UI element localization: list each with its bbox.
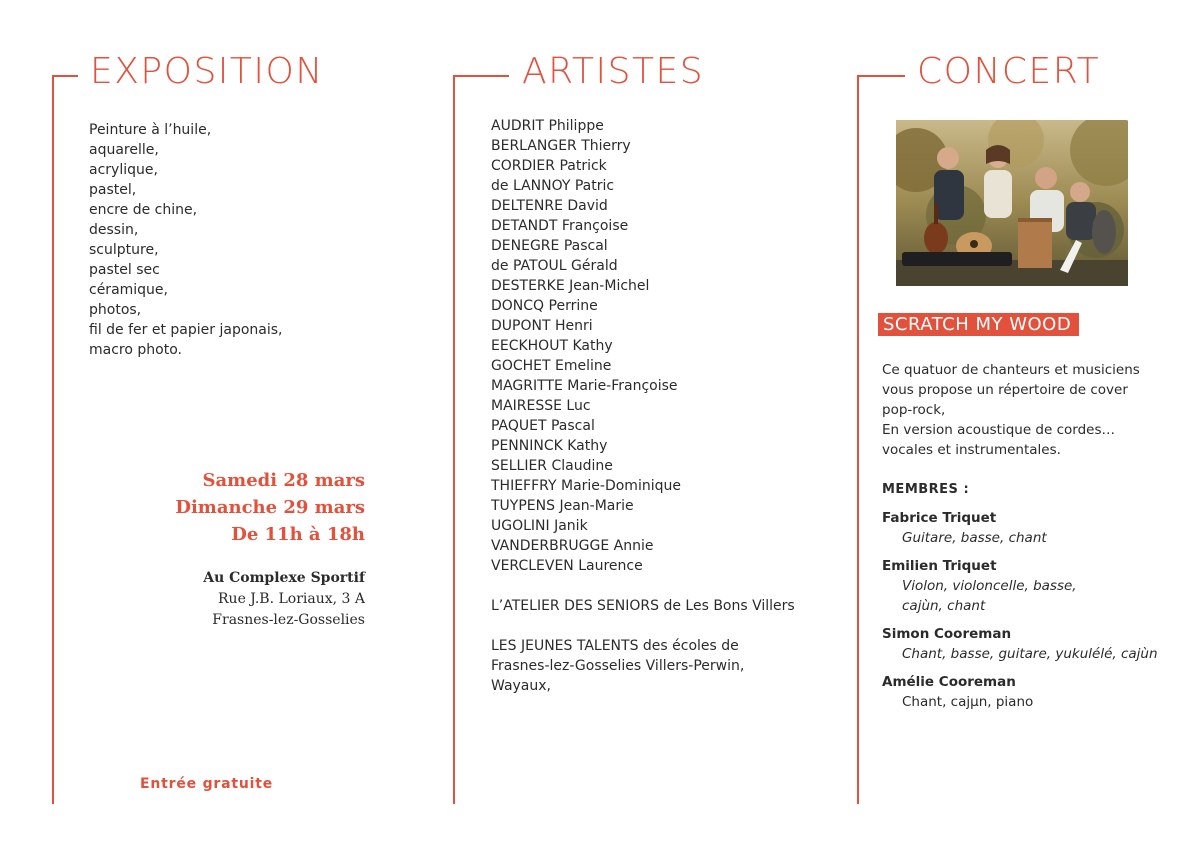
artist-name: de LANNOY Patric <box>491 178 615 194</box>
artist-name: CORDIER Patrick <box>491 158 607 174</box>
description-line: vous propose un répertoire de cover <box>882 382 1128 398</box>
date-saturday: Samedi 28 mars <box>202 470 365 491</box>
technique-item: céramique, <box>89 282 168 298</box>
artist-list <box>491 116 681 576</box>
artist-name: PAQUET Pascal <box>491 418 595 434</box>
artist-name: VANDERBRUGGE Annie <box>491 538 654 554</box>
technique-item: macro photo. <box>89 342 182 358</box>
artist-name: DONCQ Perrine <box>491 298 598 314</box>
atelier-seniors: L’ATELIER DES SENIORS de Les Bons Villers <box>491 598 795 614</box>
technique-item: fil de fer et papier japonais, <box>89 322 283 338</box>
opening-hours: De 11h à 18h <box>231 524 365 545</box>
artist-name: EECKHOUT Kathy <box>491 338 613 354</box>
technique-item: acrylique, <box>89 162 158 178</box>
members-heading: MEMBRES : <box>882 482 970 497</box>
artist-name: UGOLINI Janik <box>491 518 588 534</box>
date-sunday: Dimanche 29 mars <box>175 497 365 518</box>
concert-heading: CONCERT <box>917 51 1101 92</box>
event-dates <box>120 467 365 548</box>
artistes-border <box>453 76 455 804</box>
artist-name: PENNINCK Kathy <box>491 438 608 454</box>
technique-item: photos, <box>89 302 142 318</box>
jeunes-talents-line: Wayaux, <box>491 678 551 694</box>
description-line: En version acoustique de cordes… <box>882 422 1115 438</box>
description-line: vocales et instrumentales. <box>882 442 1061 458</box>
artist-name: VERCLEVEN Laurence <box>491 558 643 574</box>
member-entry <box>882 556 1077 616</box>
artistes-heading-rule <box>453 75 509 77</box>
jeunes-talents-line: Frasnes-lez-Gosselies Villers-Perwin, <box>491 658 745 674</box>
description-line: Ce quatuor de chanteurs et musiciens <box>882 362 1140 378</box>
artist-name: DETANDT Françoise <box>491 218 629 234</box>
band-photo <box>896 120 1128 286</box>
artist-name: DUPONT Henri <box>491 318 593 334</box>
free-entry-label: Entrée gratuite <box>140 776 274 792</box>
band-description <box>882 360 1182 460</box>
technique-item: dessin, <box>89 222 139 238</box>
artist-name: DENEGRE Pascal <box>491 238 608 254</box>
technique-item: Peinture à l’huile, <box>89 122 212 138</box>
member-entry <box>882 508 1047 548</box>
member-role-continued: cajùn, chant <box>902 598 986 614</box>
band-name-badge: SCRATCH MY WOOD <box>878 313 1079 336</box>
member-role: Chant, cajµn, piano <box>902 694 1034 710</box>
techniques-list <box>89 120 282 360</box>
technique-item: pastel, <box>89 182 137 198</box>
venue-title: Au Complexe Sportif <box>203 570 365 586</box>
artist-name: MAGRITTE Marie-Françoise <box>491 378 678 394</box>
description-line: pop-rock, <box>882 402 946 418</box>
member-name: Simon Cooreman <box>882 626 1012 642</box>
technique-item: encre de chine, <box>89 202 198 218</box>
venue-city: Frasnes-lez-Gosselies <box>212 612 365 628</box>
member-name: Amélie Cooreman <box>882 674 1016 690</box>
member-role: Guitare, basse, chant <box>902 530 1047 546</box>
member-role: Chant, basse, guitare, yukulélé, cajùn <box>902 646 1158 662</box>
venue-address <box>140 568 365 631</box>
artist-name: SELLIER Claudine <box>491 458 613 474</box>
artist-name: GOCHET Emeline <box>491 358 612 374</box>
technique-item: aquarelle, <box>89 142 159 158</box>
member-name: Fabrice Triquet <box>882 510 997 526</box>
artist-name: TUYPENS Jean-Marie <box>491 498 634 514</box>
venue-street: Rue J.B. Loriaux, 3 A <box>218 591 365 607</box>
member-name: Emilien Triquet <box>882 558 997 574</box>
artist-name: DELTENRE David <box>491 198 608 214</box>
band-photo-illustration <box>896 120 1128 286</box>
member-role: Violon, violoncelle, basse, <box>902 578 1077 594</box>
member-entry <box>882 624 1158 664</box>
concert-heading-rule <box>857 75 905 77</box>
jeunes-talents <box>491 636 744 696</box>
artist-name: DESTERKE Jean-Michel <box>491 278 650 294</box>
artist-name: de PATOUL Gérald <box>491 258 618 274</box>
exposition-heading: EXPOSITION <box>90 51 324 92</box>
artist-name: AUDRIT Philippe <box>491 118 604 134</box>
member-entry <box>882 672 1033 712</box>
artist-name: BERLANGER Thierry <box>491 138 631 154</box>
artist-name: THIEFFRY Marie-Dominique <box>491 478 681 494</box>
technique-item: sculpture, <box>89 242 159 258</box>
artistes-heading: ARTISTES <box>522 51 705 92</box>
exposition-heading-rule <box>52 75 78 77</box>
concert-border <box>857 76 859 804</box>
artist-name: MAIRESSE Luc <box>491 398 591 414</box>
exposition-border <box>52 76 54 804</box>
jeunes-talents-line: LES JEUNES TALENTS des écoles de <box>491 638 739 654</box>
technique-item: pastel sec <box>89 262 160 278</box>
